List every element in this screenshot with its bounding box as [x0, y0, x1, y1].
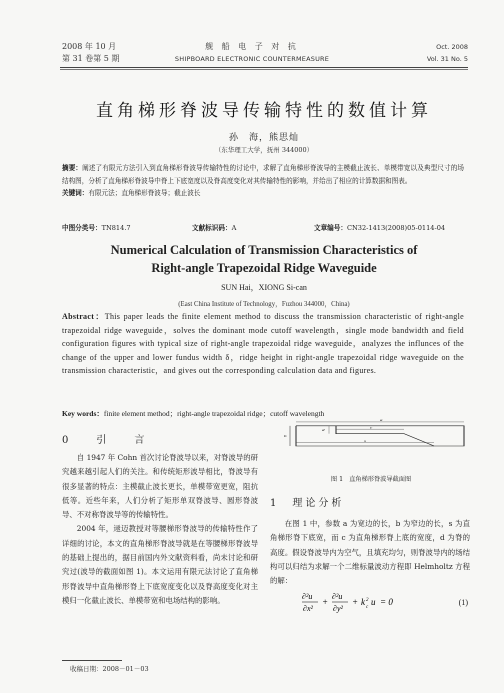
equation-number: (1) [458, 598, 468, 607]
theory-paragraph: 在图 1 中，参数 a 为宽边的长，b 为窄边的长，s 为直角梯形脊下底宽，而 c 为直角梯形脊上底的宽度，d 为脊的高度。假设脊波导内为空气，且填充均匀，则脊波导内的场结构可以归结为求解一个二维标量波动方程即 Helmholtz 方程的解： [270, 519, 470, 586]
header-rule-thin [60, 69, 468, 70]
label-a: a [380, 418, 383, 422]
intro-paragraph: 2004 年，逯迈教授对等腰梯形脊波导的传输特性作了详细的讨论，本文的直角梯形脊波导就是在等腰梯形脊波导的基础上提出的，据目前国内外文献资料看，尚未讨论和研究过(波导的截面如图 1)。本文运用有限元法讨论了直角梯形脊波导中直角梯形脊上下底宽度变化以及脊高度变化对主模归一化截止波长、单模带宽和电场结构的影响。 [62, 524, 258, 605]
abstract-cn-label: 摘要： [62, 164, 83, 172]
header-volume-en: Vol. 31 No. 5 [426, 55, 468, 63]
waveguide-outline [296, 426, 434, 446]
theory-body [270, 517, 470, 588]
keywords-cn-label: 关键词： [62, 189, 89, 197]
header-date-cn: 2008 年 10 月 [62, 42, 117, 51]
helmholtz-equation [300, 588, 470, 618]
waveguide-cross-section-figure [274, 418, 468, 474]
affiliation-en: (East China Institute of Technology，Fuzhou 344000，China) [178, 301, 350, 308]
paper-title-cn: 直角梯形脊波导传输特性的数值计算 [96, 101, 432, 121]
paper-title-en-line2: Right-angle Trapezoidal Ridge Waveguide [151, 261, 377, 275]
abstract-en [62, 310, 464, 378]
header-center [150, 41, 354, 65]
intro-paragraph: 自 1947 年 Cohn 首次讨论脊波导以来，对脊波导的研究越来越引起人们的关注。和传统矩形波导相比，脊波导有很多显著的特点：主模截止波长更长，单模带宽更宽，阻抗低等。近些年来，人们分析了矩形单双脊波导、圆形脊波导、不对称脊波导等的传输特性。 [62, 453, 258, 520]
keywords-cn [62, 187, 464, 200]
clc-number: 中图分类号：TN814.7 [62, 224, 131, 232]
header-rule [60, 67, 468, 68]
section-1-heading: 1 理论分析 [270, 498, 345, 509]
abstract-en-text: This paper leads the finite element method to discuss the transmission characteristic of right-angle trapezoidal ridge waveguide，solves the dominant mode cutoff wavelength，single mode bandwidth and field configuration figures with typical size of right-angle trapezoidal ridge waveguide，analyzes the influnces of the change of the upper and lower fundus width δ，ridge height in right-angle trapezoidal ridge waveguide on the transmission characteristic，and gives out the corresponding calculation data and figures. [62, 312, 464, 375]
classification-line [62, 222, 464, 234]
intro-body [62, 451, 258, 608]
label-s: s [364, 439, 366, 443]
svg-text:2: 2 [366, 598, 369, 603]
svg-text:+: + [352, 597, 359, 607]
journal-name-cn: 舰 船 电 子 对 抗 [205, 42, 299, 51]
journal-name-en: SHIPBOARD ELECTRONIC COUNTERMEASURE [174, 55, 330, 63]
keywords-cn-text: 有限元法；直角梯形脊波导；截止波长 [88, 189, 201, 197]
svg-text:∂²u: ∂²u [332, 592, 343, 601]
label-d: d [322, 428, 325, 432]
svg-text:u: u [371, 597, 376, 607]
section-0-heading: 0 引 言 [62, 435, 154, 446]
header-left [62, 41, 119, 65]
authors-cn: 孙 海，熊思灿 [228, 133, 299, 143]
affiliation-cn: （东华理工大学，抚州 344000） [214, 146, 314, 154]
abstract-cn-text: 阐述了有限元方法引入到直角梯形脊波导传输特性的讨论中，求解了直角梯形脊波导的主模截止波长、单模带宽以及典型尺寸的场结构图，分析了直角梯形脊波导中脊上下底宽度以及脊高度变化对其传输特性的影响，并给出了相应的计算数据和图表。 [62, 164, 465, 185]
article-number: 文章编号：CN32-1413(2008)05-0114-04 [314, 224, 446, 232]
header-date-en: Oct. 2008 [436, 43, 468, 51]
abstract-en-label: Abstract： [62, 312, 105, 321]
abstract-cn [62, 162, 464, 200]
svg-text:∂x²: ∂x² [303, 604, 313, 613]
footnote-rule [62, 660, 122, 661]
received-date: 收稿日期：2008－01－03 [70, 665, 149, 673]
keywords-en-text: finite element method；right-angle trapezoidal ridge；cutoff wavelength [103, 409, 325, 418]
label-c: c [370, 425, 373, 430]
keywords-en-label: Key words： [62, 409, 104, 418]
svg-text:= 0: = 0 [380, 597, 393, 607]
label-b: b [284, 434, 287, 438]
svg-text:k: k [361, 597, 365, 607]
document-code: 文献标识码：A [192, 224, 237, 232]
header-right [427, 41, 468, 65]
paper-title-en-line1: Numerical Calculation of Transmission Characteristics of [110, 243, 418, 257]
svg-text:∂y²: ∂y² [333, 604, 343, 613]
figure-1-caption: 图 1 直角梯形脊波导截面图 [330, 476, 412, 483]
svg-text:c: c [366, 605, 369, 610]
authors-en: SUN Hai，XIONG Si-can [221, 283, 307, 292]
header-volume-cn: 第 31 卷第 5 期 [62, 54, 120, 63]
svg-text:∂²u: ∂²u [302, 592, 313, 601]
svg-text:+: + [322, 597, 329, 607]
